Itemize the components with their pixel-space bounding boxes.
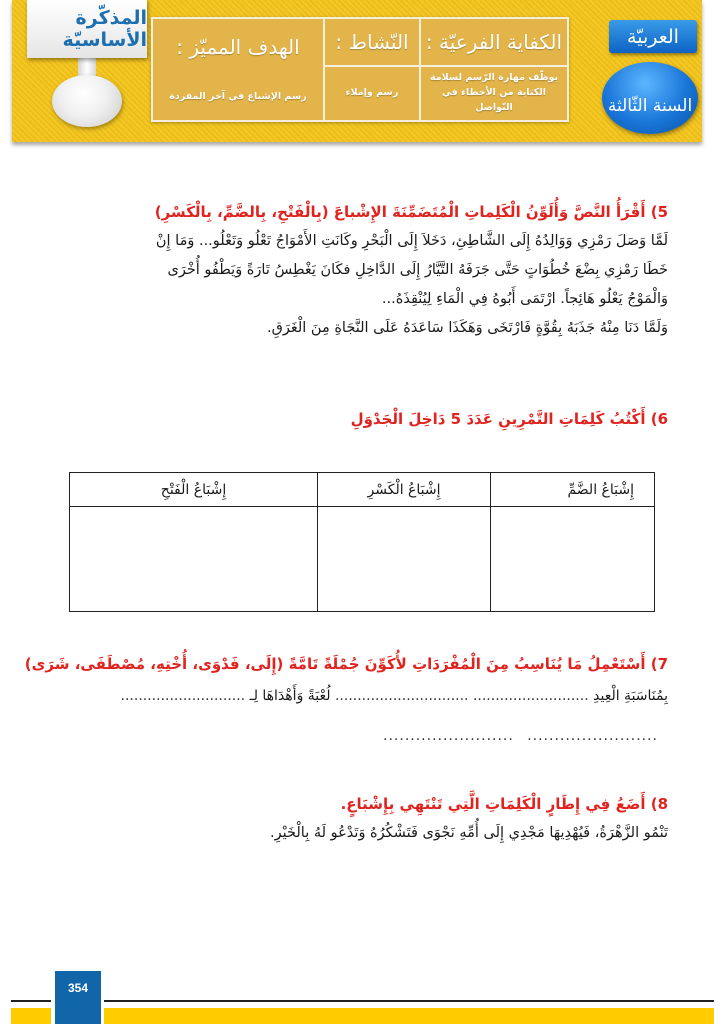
text-line: لَمَّا وَصَلَ رَمْزِي وَوَالِدُهُ إِلَى الشَّاطِئِ، دَخَلاَ إِلَى الْبَحْرِ وكَانَتِ الأَمْوَاجُ تَعْلُو وَتَعْلُو... وَمَا إِنْ — [155, 233, 668, 249]
text-line: خَطَا رَمْزِي بِضْعَ خُطُوَاتٍ حَتَّى جَرَفَهُ التَّيَّارُ إِلَى الدَّاخِلِ فكَانَ يَغْطِسُ تَارَةً وَيَطْفُو أُخْرَى — [167, 262, 668, 278]
goal-column — [153, 19, 323, 120]
sentence-part: لُعْبَةً وَأَهْدَاهَا لِـ — [249, 688, 331, 704]
blank-field[interactable]: .......................... — [472, 688, 589, 704]
blank-field[interactable]: .............................. — [334, 688, 469, 704]
lesson-info-grid — [151, 17, 569, 122]
sentence-part: بِمُنَاسَبَةِ الْعِيدِ — [593, 688, 668, 704]
goal-label: الهدف المميّز : — [153, 19, 323, 75]
exercise-7-title: 7) أَسْتَعْمِلُ مَا يُنَاسِبُ مِنَ الْمُفْرَدَاتِ لأُكَوِّنَ جُمْلَةً تَامَّةً (إِلَى، فَدْوَى، أُخْتِهِ، مُصْطَفَى، شَرَى) — [24, 655, 668, 673]
exercise-5 — [64, 201, 668, 343]
competency-label: الكفاية الفرعيّة : — [421, 19, 567, 67]
blank-field[interactable]: ............................ — [120, 688, 246, 704]
text-line: وَالْمَوْجُ يَعْلُو هَائِجاً. ارْتَمَى أَبُوهُ فِي الْمَاءِ لِيُنْقِذَهُ... — [381, 291, 668, 307]
logo-knob-icon — [52, 75, 122, 127]
activity-column — [323, 19, 419, 120]
exercise-8-title: 8) أَضَعُ فِي إِطَارٍ الْكَلِمَاتِ الَّتِي تَنْتَهِي بِإِشْبَاعٍ. — [340, 795, 668, 813]
table-cell-damma[interactable] — [490, 507, 654, 611]
page-number: 354 — [67, 981, 89, 995]
exercise-7 — [24, 653, 668, 751]
table-header-damma: إِشْبَاعُ الضَّمِّ — [490, 473, 654, 507]
fill-sentence-line-1 — [64, 681, 668, 711]
exercise-6 — [64, 408, 668, 430]
competency-text: يوظّف مهارة الرّسم لسلامة الكتابة من الأخطاء في التّواصل — [421, 67, 567, 120]
blank-field[interactable]: ........................ — [527, 728, 658, 744]
exercise-6-title: 6) أَكْتُبُ كَلِمَاتِ التَّمْرِينِ عَدَدَ 5 دَاخِلَ الْجَدْوَلِ — [350, 410, 668, 428]
table-cell-kasra[interactable] — [317, 507, 490, 611]
answer-table — [69, 472, 655, 612]
header-banner — [12, 0, 702, 142]
table-header-fatha: إِشْبَاعُ الْفَتْحِ — [70, 473, 317, 507]
subject-badge: العربيّة — [609, 20, 697, 53]
footer-rule-left — [11, 1000, 51, 1002]
goal-text: رسم الإشباع في آخر المفردة — [153, 75, 323, 120]
footer-bar-left — [11, 1008, 51, 1024]
footer-rule-right — [104, 1000, 714, 1002]
exercise-5-title: 5) أَقْرَأُ النَّصَّ وَأُلَوِّنُ الْكَلِماتِ الْمُتَضَمِّنَةَ الإِشْباعَ (بِالْفَتْحِ، بِالضَّمِّ، بِالْكَسْرِ) — [154, 203, 668, 221]
exercise-8 — [64, 793, 668, 848]
competency-column — [419, 19, 567, 120]
footer-bar-right — [104, 1008, 714, 1024]
year-badge: السنة الثّالثة — [602, 62, 698, 134]
text-line: تَنْمُو الزَّهْرَةُ، فَيُهْدِيهَا مَجْدِي إِلَى أُمِّهِ نَجْوَى فَتَشْكُرُهُ وَتَدْعُو لَهُ بِالْخَيْرِ. — [270, 825, 668, 841]
page-number-tab — [55, 971, 101, 1024]
logo-title: المذكّرة الأساسيّة — [27, 0, 147, 58]
fill-sentence-line-2 — [64, 721, 658, 751]
text-line: وَلَمَّا دَنَا مِنْهُ جَذَبَهُ بِقُوَّةٍ فَارْتَخَى وَهَكَذَا سَاعَدَهُ عَلَى النَّجَاةِ مِنَ الْغَرَقِ. — [267, 320, 668, 336]
activity-label: النّشاط : — [325, 19, 419, 67]
blank-field[interactable]: ........................ — [383, 728, 514, 744]
activity-text: رسم وإملاء — [325, 67, 419, 120]
table-header-kasra: إِشْبَاعُ الْكَسْرِ — [317, 473, 490, 507]
table-cell-fatha[interactable] — [70, 507, 317, 611]
